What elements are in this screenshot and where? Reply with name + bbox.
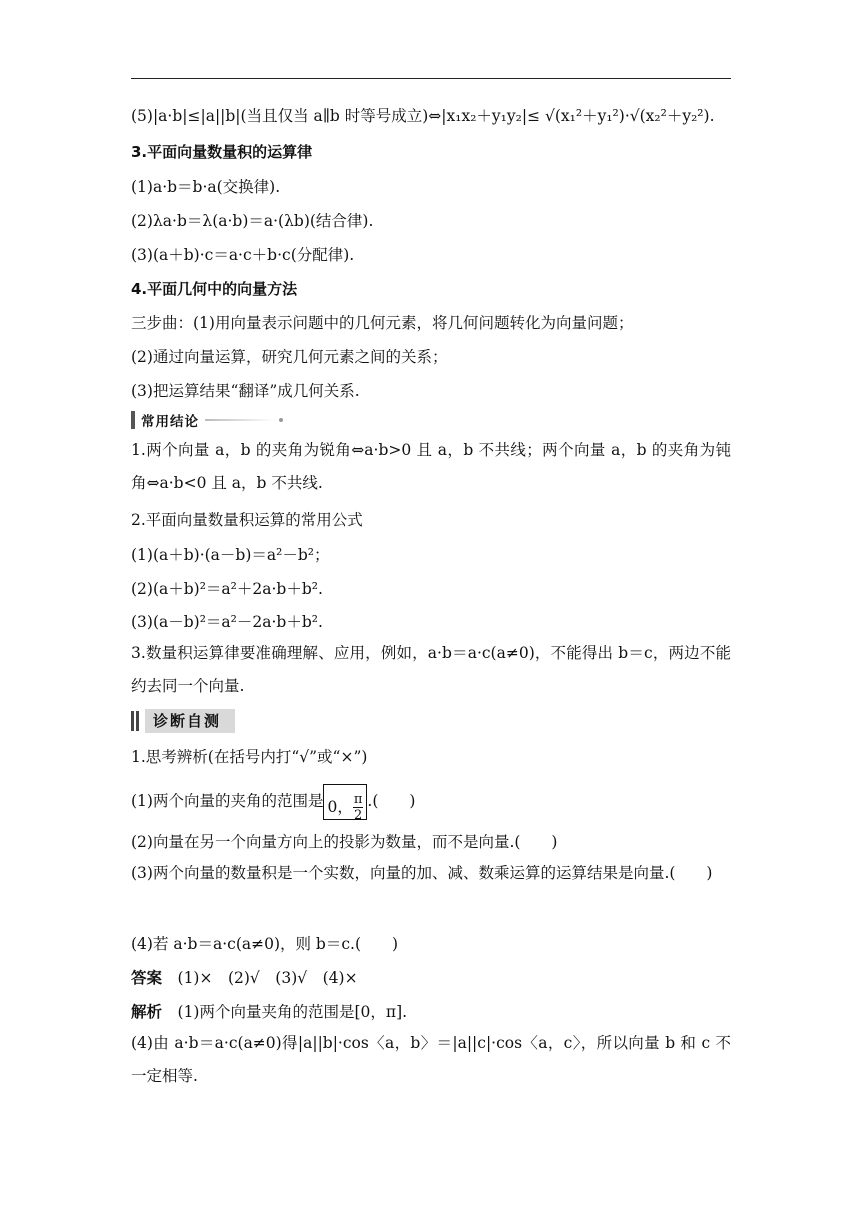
question-1-suffix: .( ) [367, 792, 416, 810]
question-intro: 1.思考辨析(在括号内打“√”或“×”) [131, 748, 368, 766]
interval-start: 0， [327, 798, 353, 816]
law-distributive: (3)(a＋b)·c＝a·c＋b·c(分配律). [131, 246, 355, 264]
section-label-common [131, 410, 283, 430]
method-step-3: (3)把运算结果“翻译”成几何关系. [131, 382, 360, 400]
common-conclusion-2: 2.平面向量数量积运算的常用公式 [131, 511, 363, 529]
answer-line [131, 968, 731, 988]
section-label-diagnosis [131, 709, 235, 733]
analysis-text-2: (4)由 a·b＝a·c(a≠0)得|a||b|·cos〈a，b〉＝|a||c|·cos〈a，c〉，所以向量 b 和 c 不一定相等. [131, 1034, 731, 1085]
heading-3: 3.平面向量数量积的运算律 [131, 143, 313, 161]
formula-1: (1)(a＋b)·(a－b)＝a²－b²； [131, 546, 330, 564]
question-1 [131, 780, 731, 822]
method-step-2: (2)通过向量运算，研究几何元素之间的关系； [131, 348, 448, 366]
method-step-1: 三步曲：(1)用向量表示问题中的几何元素，将几何问题转化为向量问题； [131, 314, 634, 332]
analysis-text-1: (1)两个向量夹角的范围是[0，π]. [162, 1003, 408, 1021]
common-conclusion-3: 3.数量积运算律要准确理解、应用，例如，a·b＝a·c(a≠0)，不能得出 b＝c，两边不能约去同一个向量. [131, 644, 731, 695]
question-3: (3)两个向量的数量积是一个实数，向量的加、减、数乘运算的运算结果是向量.( ) [131, 864, 713, 882]
formula-2: (2)(a＋b)²＝a²＋2a·b＋b². [131, 580, 323, 598]
formula-line-5: (5)|a·b|≤|a||b|(当且仅当 a∥b 时等号成立)⇔|x₁x₂＋y₁y₂|≤ √(x₁²＋y₁²)·√(x₂²＋y₂²). [131, 107, 715, 125]
section-bar-icon [131, 711, 134, 731]
law-commutative: (1)a·b＝b·a(交换律). [131, 178, 281, 196]
fraction-numerator: π [353, 791, 363, 807]
heading-4: 4.平面几何中的向量方法 [131, 280, 298, 298]
analysis-line [131, 1002, 731, 1022]
section-title-diagnosis: 诊断自测 [145, 709, 235, 733]
law-associative: (2)λa·b＝λ(a·b)＝a·(λb)(结合律). [131, 212, 374, 230]
section-bar-icon [131, 411, 135, 429]
analysis-label: 解析 [131, 1003, 163, 1021]
header-rule [131, 78, 731, 79]
fraction [353, 792, 364, 823]
section-dot-icon [279, 418, 283, 422]
section-bar-icon [136, 711, 139, 731]
section-divider [205, 419, 275, 421]
interval-bracket [323, 784, 367, 823]
common-conclusion-1: 1.两个向量 a，b 的夹角为锐角⇔a·b>0 且 a，b 不共线；两个向量 a，b 的夹角为钝角⇔a·b<0 且 a，b 不共线. [131, 441, 731, 492]
section-title-common: 常用结论 [141, 414, 199, 430]
question-1-prefix: (1)两个向量的夹角的范围是 [131, 792, 324, 810]
formula-3: (3)(a－b)²＝a²－2a·b＋b². [131, 613, 323, 631]
answer-text: (1)× (2)√ (3)√ (4)× [162, 969, 358, 987]
answer-label: 答案 [131, 969, 163, 987]
question-2: (2)向量在另一个向量方向上的投影为数量，而不是向量.( ) [131, 833, 558, 851]
fraction-denominator: 2 [353, 807, 363, 823]
question-4: (4)若 a·b＝a·c(a≠0)，则 b＝c.( ) [131, 935, 399, 953]
